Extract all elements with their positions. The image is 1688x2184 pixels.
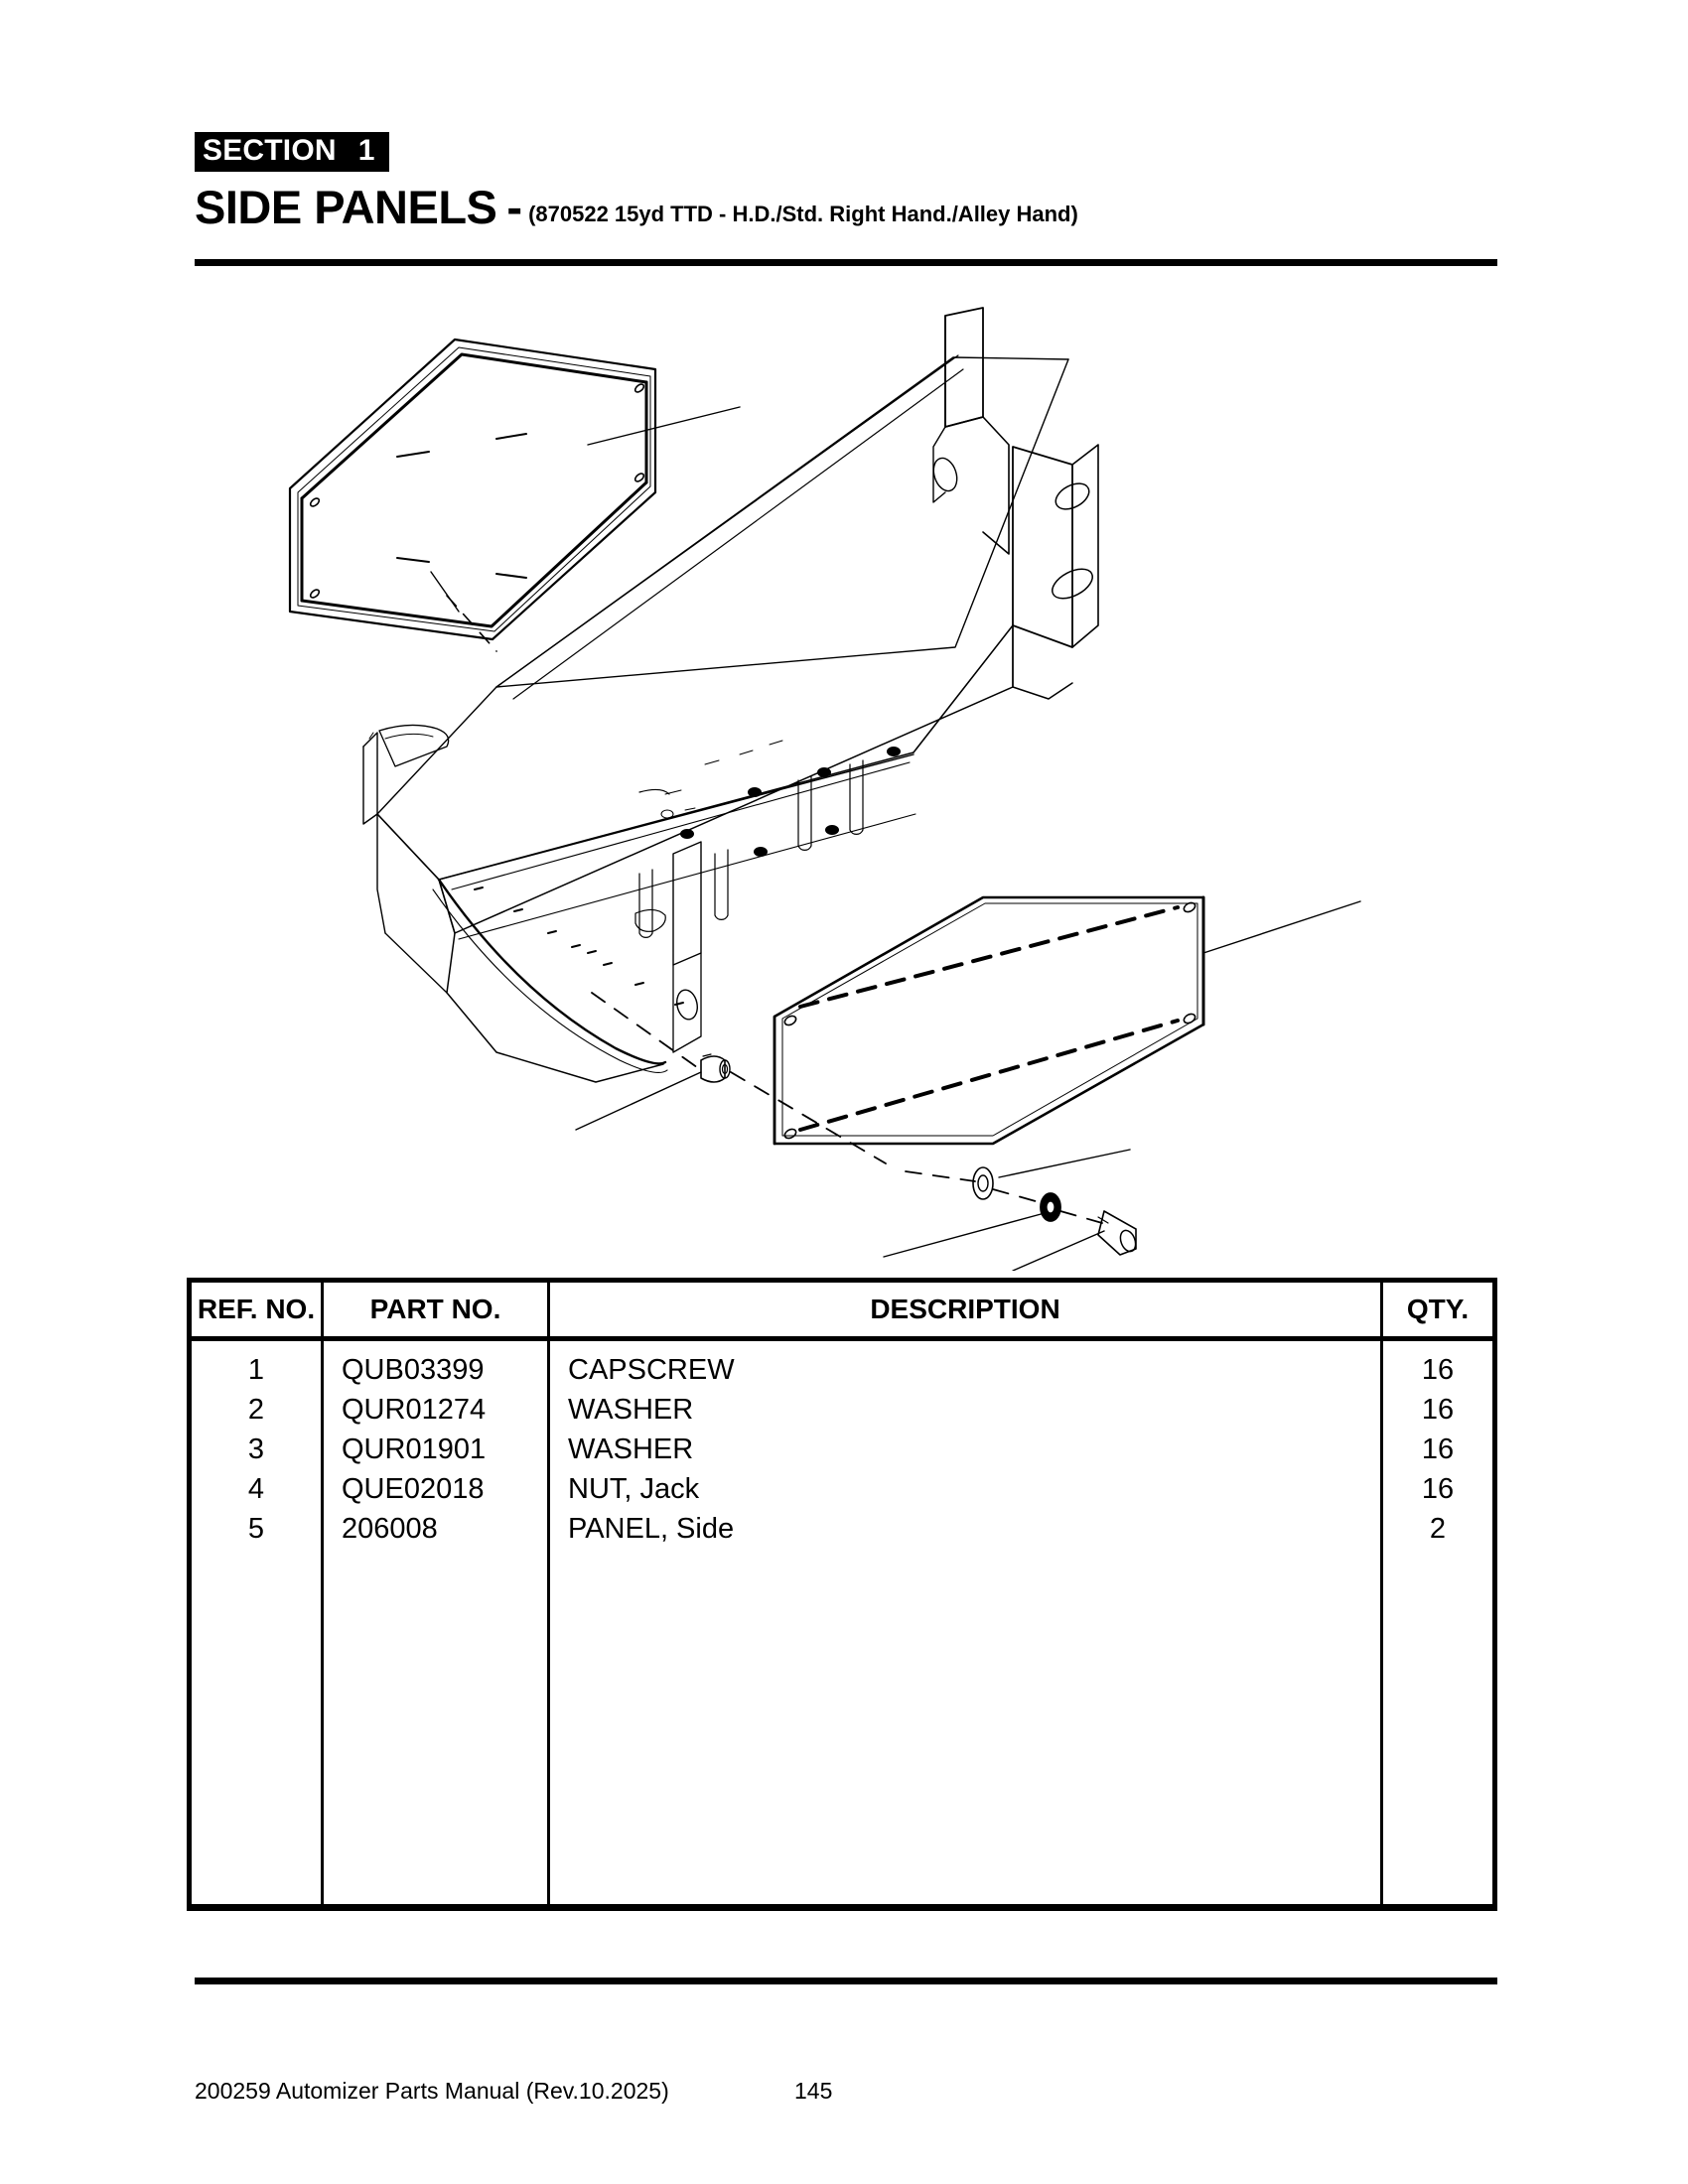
cell-qty: 16 xyxy=(1421,1394,1455,1426)
washer-inner-part xyxy=(1041,1193,1060,1221)
washer-outer-part xyxy=(973,1167,993,1199)
column-header-ref-no: REF. NO. xyxy=(190,1281,323,1339)
ref-no-stack xyxy=(192,1341,321,1549)
body-corner-post-right xyxy=(1013,445,1098,699)
section-number: 1 xyxy=(357,134,375,167)
table-row xyxy=(190,1339,1495,1908)
cell-ref-no: 5 xyxy=(247,1513,265,1545)
body-floor xyxy=(377,357,1068,880)
parts-table-header-row xyxy=(190,1281,1495,1339)
drawing-geometry xyxy=(290,308,1360,1271)
cell-ref-no: 1 xyxy=(247,1354,265,1386)
body-front-panel xyxy=(377,814,683,1082)
body-left-upright xyxy=(363,725,449,824)
leader-line-panel-upper xyxy=(588,407,740,445)
body-detail-marks xyxy=(661,741,782,818)
cell-part-no: 206008 xyxy=(342,1513,438,1545)
footer-divider xyxy=(195,1978,1497,1984)
cell-ref-no: 4 xyxy=(247,1473,265,1505)
page-subtitle: (870522 15yd TTD - H.D./Std. Right Hand./Alley Hand) xyxy=(528,202,1078,226)
qty-stack xyxy=(1383,1341,1492,1549)
jack-nut-part xyxy=(701,1054,730,1082)
description-stack xyxy=(550,1341,1380,1549)
mounting-hole-dots xyxy=(680,747,901,857)
column-header-qty: QTY. xyxy=(1382,1281,1495,1339)
leader-line-capscrew xyxy=(1013,1231,1104,1271)
capscrew-part xyxy=(1098,1211,1138,1255)
cell-part-no: QUR01901 xyxy=(342,1433,487,1465)
cell-qty-column xyxy=(1382,1339,1495,1908)
side-panel-lower-part xyxy=(774,897,1203,1144)
footer-document-label: 200259 Automizer Parts Manual (Rev.10.2025) xyxy=(195,2078,669,2104)
side-panel-upper-part xyxy=(290,340,655,639)
parts-table-head xyxy=(190,1281,1495,1339)
cell-part-no: QUR01274 xyxy=(342,1394,487,1426)
parts-table-body xyxy=(190,1339,1495,1908)
footer-page-number: 145 xyxy=(794,2078,833,2104)
header-divider xyxy=(195,259,1497,266)
column-header-description: DESCRIPTION xyxy=(549,1281,1382,1339)
assembly-drawing-svg xyxy=(199,298,1489,1271)
cell-description: WASHER xyxy=(568,1433,694,1465)
cell-ref-no-column xyxy=(190,1339,323,1908)
title-separator: - xyxy=(506,181,523,233)
cell-qty: 16 xyxy=(1421,1473,1455,1505)
part-no-stack xyxy=(324,1341,547,1549)
parts-table-container xyxy=(187,1278,1497,1911)
body-top-rail xyxy=(496,355,963,699)
assembly-drawing xyxy=(199,298,1489,1271)
page-title xyxy=(195,181,1078,233)
page-title-text: SIDE PANELS xyxy=(195,181,497,233)
panel-hole-row xyxy=(800,907,1178,1130)
leader-line-washer-inner xyxy=(884,1213,1045,1257)
cell-description: PANEL, Side xyxy=(568,1513,735,1545)
cell-description: WASHER xyxy=(568,1394,694,1426)
cell-qty: 16 xyxy=(1421,1354,1455,1386)
section-label: SECTION xyxy=(203,134,337,167)
leader-line-washer-outer xyxy=(999,1150,1130,1177)
cell-part-no: QUE02018 xyxy=(342,1473,485,1505)
cell-ref-no: 3 xyxy=(247,1433,265,1465)
body-side-wall xyxy=(439,625,1013,939)
section-badge xyxy=(195,132,389,172)
body-headboard-post xyxy=(929,308,1009,554)
cell-description: NUT, Jack xyxy=(568,1473,700,1505)
cell-qty: 16 xyxy=(1421,1433,1455,1465)
cell-ref-no: 2 xyxy=(247,1394,265,1426)
parts-table xyxy=(187,1278,1497,1911)
cell-part-no-column xyxy=(323,1339,549,1908)
assembly-axis-lower xyxy=(592,993,1102,1223)
cell-description: CAPSCREW xyxy=(568,1354,735,1386)
leader-line-jack-nut xyxy=(576,1072,701,1130)
leader-line-panel-lower xyxy=(1203,901,1360,953)
cell-description-column xyxy=(549,1339,1382,1908)
cell-part-no: QUB03399 xyxy=(342,1354,485,1386)
column-header-part-no: PART NO. xyxy=(323,1281,549,1339)
cell-qty: 2 xyxy=(1429,1513,1447,1545)
